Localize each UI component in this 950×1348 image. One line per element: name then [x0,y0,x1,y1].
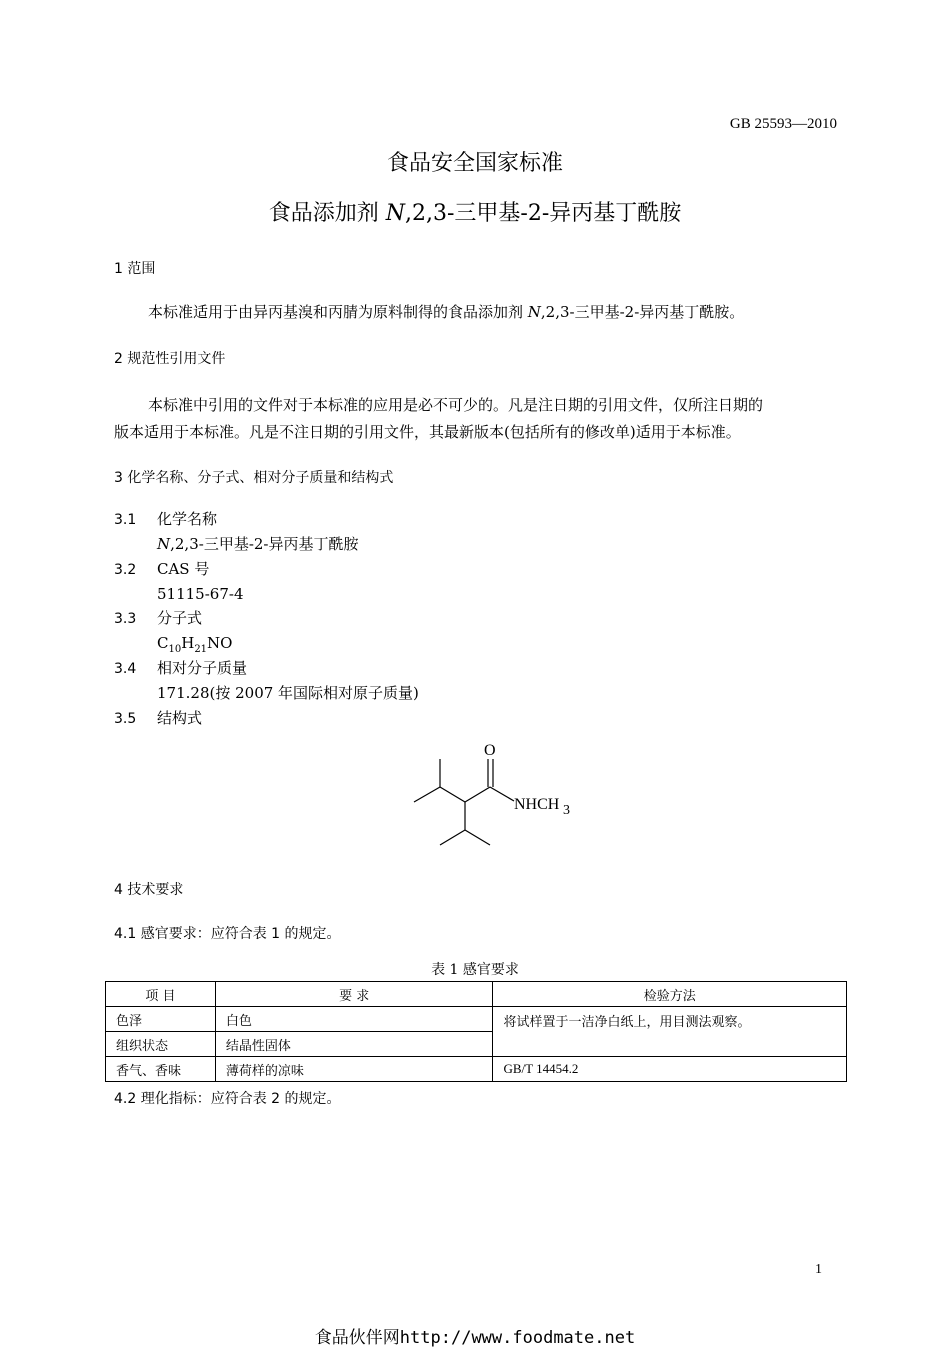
atom-oxygen: O [484,742,496,759]
table-header-row [106,982,847,1007]
table-1 [105,981,847,1082]
subtitle-italic-n: N [385,201,405,226]
bond-amide [490,787,514,801]
table-row [106,1007,847,1032]
structural-formula [400,735,600,855]
row-2-item: 组织状态 [106,1032,216,1057]
row-1-requirement: 白色 [215,1007,493,1032]
formula-rest: NO [207,634,233,652]
bond-isopropyl-1 [440,787,465,802]
section-3-1-number: 3.1 [114,512,137,528]
section-2-heading: 2 规范性引用文件 [114,351,226,367]
page-number: 1 [815,1262,822,1277]
table-row [106,1057,847,1082]
bond-to-carbonyl [465,787,490,802]
section-3-1-title: 化学名称 [157,510,218,528]
section-3-2-title: CAS 号 [157,560,210,578]
bond-left-methyl [414,787,440,802]
section-1-body [148,300,744,325]
row-2-requirement: 结晶性固体 [215,1032,493,1057]
section-2-body-line2: 版本适用于本标准。凡是不注日期的引用文件，其最新版本(包括所有的修改单)适用于本标准。 [114,423,741,441]
header-test-method: 检验方法 [493,982,847,1007]
section-3-5-number: 3.5 [114,711,137,727]
section-3-3-title: 分子式 [157,609,203,627]
footer-watermark[interactable]: 食品伙伴网http://www.foodmate.net [314,1328,636,1348]
cas-number: 51115-67-4 [157,585,244,603]
section-1-heading: 1 范围 [114,261,156,277]
section-1-body-italic: N [527,303,541,321]
section-4-2: 4.2 理化指标：应符合表 2 的规定。 [114,1091,341,1107]
section-3-heading: 3 化学名称、分子式、相对分子质量和结构式 [114,470,394,486]
formula-c: C [157,634,169,652]
section-4-heading: 4 技术要求 [114,882,184,898]
section-1-body-prefix: 本标准适用于由异丙基溴和丙腈为原料制得的食品添加剂 [148,303,528,321]
header-requirement: 要 求 [215,982,493,1007]
formula-h-sub: 21 [194,644,208,655]
section-3-2-number: 3.2 [114,562,137,578]
section-3-3-number: 3.3 [114,611,137,627]
document-title: 食品安全国家标准 [386,151,563,176]
row-1-item: 色泽 [106,1007,216,1032]
chemical-name [157,532,359,557]
header-item: 项 目 [106,982,216,1007]
document-subtitle [0,196,950,227]
atom-nhch: NHCH [514,796,560,813]
section-1-body-suffix: ,2,3-三甲基-2-异丙基丁酰胺。 [540,303,745,321]
section-3-4-title: 相对分子质量 [157,659,248,677]
row-3-test-method: GB/T 14454.2 [493,1057,847,1082]
table-1-caption: 表 1 感官要求 [431,962,519,978]
row-3-item: 香气、香味 [106,1057,216,1082]
formula-c-sub: 10 [168,644,182,655]
section-3-4-number: 3.4 [114,661,137,677]
standard-number: GB 25593—2010 [729,116,837,132]
molecule-bonds [414,759,514,845]
bond-isopropyl-2-left [440,830,465,845]
bond-isopropyl-2-right [465,830,490,845]
row-1-test-method: 将试样置于一洁净白纸上，用目测法观察。 [493,1007,847,1057]
chemical-name-rest: ,2,3-三甲基-2-异丙基丁酰胺 [170,535,359,553]
section-4-1: 4.1 感官要求：应符合表 1 的规定。 [114,926,341,942]
chemical-name-italic: N [157,535,171,553]
section-2-body-line1: 本标准中引用的文件对于本标准的应用是必不可少的。凡是注日期的引用文件，仅所注日期的 [148,396,764,414]
subtitle-prefix: 食品添加剂 [268,201,386,226]
row-3-requirement: 薄荷样的凉味 [215,1057,493,1082]
atom-ch3-sub: 3 [563,803,570,818]
formula-h: H [181,634,195,652]
relative-molecular-mass: 171.28(按 2007 年国际相对原子质量) [157,684,419,702]
subtitle-suffix: ,2,3-三甲基-2-异丙基丁酰胺 [404,201,682,226]
section-3-5-title: 结构式 [157,709,203,727]
